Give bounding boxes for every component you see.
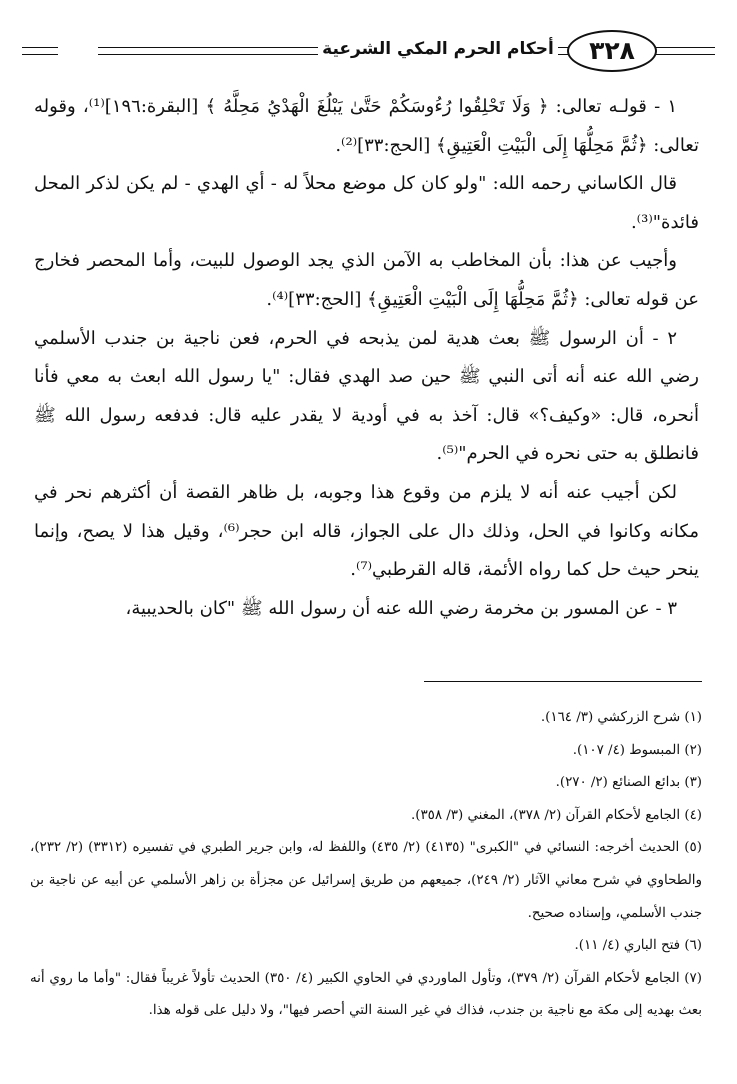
paragraph: ٢ - أن الرسول ﷺ بعث هدية لمن يذبحه في الحرم، فعن ناجية بن جندب الأسلمي رضي الله عنه أنه أتى النبي ﷺ حين صد الهدي فقال: "يا رسول الله ابعث به معي فأنا أنحره، قال: «وكيف؟» قال: آخذ به في أودية لا يقدر عليه قال: فدفعه رسول الله ﷺ فانطلق به حتى نحره في الحرم"⁽⁵⁾. [34,327,699,465]
paragraph: ١ - قولـه تعالى: ﴿ وَلَا تَحْلِقُوا رُءُوسَكُمْ حَتَّىٰ يَبْلُغَ الْهَدْيُ مَحِلَّهُ ﴾ [البقرة:١٩٦]⁽¹⁾، وقوله تعالى: ﴿ثُمَّ مَحِلُّهَا إِلَى الْبَيْتِ الْعَتِيقِ﴾ [الحج:٣٣]⁽²⁾. [34,96,699,156]
main-text [34,88,699,628]
footnote: (٣) بدائع الصنائع (٢/ ٢٧٠). [555,775,702,791]
header-gap [58,38,98,62]
footnotes [30,702,702,1028]
page-number: ٣٢٨ [567,30,657,72]
footnote: (١) شرح الزركشي (٣/ ١٦٤). [540,710,702,725]
paragraph: وأجيب عن هذا: بأن المخاطب به الآمن الذي يجد الوصول للبيت، وأما المحصر فخارج عن قوله تعالى: ﴿ثُمَّ مَحِلُّهَا إِلَى الْبَيْتِ الْعَتِيقِ﴾ [الحج:٣٣]⁽⁴⁾. [34,250,699,310]
footnote: (٢) المبسوط (٤/ ١٠٧). [572,742,702,758]
page-header [22,26,715,74]
footnote: (٧) الجامع لأحكام القرآن (٢/ ٣٧٩)، وتأول الماوردي في الحاوي الكبير (٤/ ٣٥٠) الحديث تأولاً غريباً فقال: "وأما ما روي أنه بعث بهديه إلى مكة مع ناجية بن جندب، فذاك في غير السنة التي أحصر فيها"، ولا دليل على قوله هذا. [30,970,702,1019]
footnote: (٥) الحديث أخرجه: النسائي في "الكبرى" (٤١٣٥) (٢/ ٤٣٥) واللفظ له، وابن جرير الطبري في تفسيره (٣٣١٢) (٢/ ٢٣٢)، والطحاوي في شرح معاني الآثار (٢/ ٢٤٩)، جميعهم من طريق إسرائيل عن مجزأة بن زاهر الأسلمي عن أبيه عن ناجية بن جندب الأسلمي، وإسناده صحيح. [30,840,702,921]
paragraph: لكن أجيب عنه أنه لا يلزم من وقوع هذا وجوبه، بل ظاهر القصة أن أكثرهم نحر في مكانه وكانوا في الحل، وذلك دال على الجواز، قاله ابن حجر⁽⁶⁾، وقيل هذا لا يصح، وإنما ينحر حيث حل كما رواه الأئمة، قاله القرطبي⁽⁷⁾. [34,481,699,581]
running-title: أحكام الحرم المكي الشرعية [318,34,558,64]
paragraph: قال الكاساني رحمه الله: "ولو كان كل موضع محلاً له - أي الهدي - لم يكن لذكر المحل فائدة"⁽³⁾. [34,173,699,233]
paragraph: ٣ - عن المسور بن مخرمة رضي الله عنه أن رسول الله ﷺ "كان بالحديبية، [125,597,677,619]
footnote-separator [424,681,702,682]
footnote: (٤) الجامع لأحكام القرآن (٢/ ٣٧٨)، المغني (٣/ ٣٥٨). [410,807,702,823]
footnote: (٦) فتح الباري (٤/ ١١). [574,938,702,954]
